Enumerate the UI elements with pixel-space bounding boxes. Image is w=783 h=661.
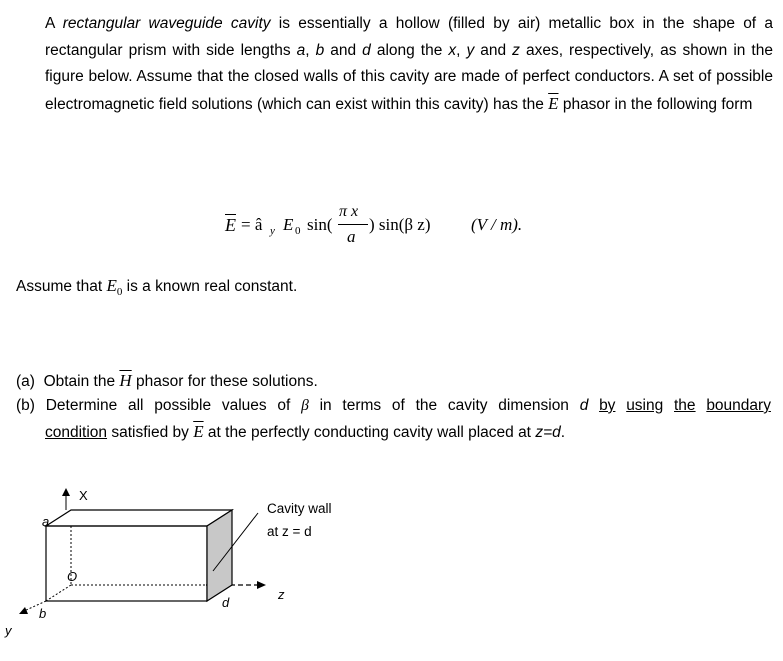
wall-label-line-1: Cavity wall — [267, 501, 332, 516]
origin-label: O — [67, 569, 78, 584]
question-a: (a) Obtain the $\overline{H}$ phasor for these solutions. — [16, 371, 318, 390]
e-vector-symbol: $\overline{E}$ — [548, 93, 559, 113]
term-cavity: rectangular waveguide cavity — [62, 15, 271, 32]
x-axis-label: X — [79, 488, 88, 503]
z-arrowhead — [257, 581, 266, 589]
h-vector-symbol: $\overline{H}$ — [119, 371, 132, 390]
d-label: d — [222, 595, 230, 610]
assumption-text: Assume that $E_0$ is a known real constant. — [16, 276, 298, 299]
x-arrowhead — [62, 488, 70, 496]
b-label: b — [39, 606, 47, 621]
cavity-diagram — [0, 470, 783, 656]
z-axis-label: z — [278, 587, 285, 602]
a-label: a — [42, 514, 50, 529]
cavity-wall-face — [207, 510, 232, 601]
question-b-line-1: (b) Determine all possible values of β in terms of the cavity dimension d by using the boundary — [16, 397, 771, 414]
wall-label-line-2: at z = d — [267, 524, 312, 539]
cavity-figure — [0, 470, 783, 661]
problem-intro: A rectangular waveguide cavity is essentially a hollow (filled by air) metallic box in the shape of a rectangular prism with side lengths a, b and d along the x, y and z axes, respectively, as shown in the figure below. Assume that the closed walls of this cavity are made of perfect conductors. A set of possible electromagnetic field solutions (which can exist within this cavity) has the $\overline{E}$ phasor in the following form — [45, 15, 773, 113]
question-b-line-2: condition satisfied by $\overline{E}$ at the perfectly conducting cavity wall placed at z=d. — [45, 422, 566, 441]
y-arrowhead — [19, 607, 28, 614]
y-axis-label: y — [5, 623, 12, 638]
field-equation: $\overline{E}$ = â y E 0 sin( π x a ) sin(β z) (V / m). — [225, 203, 523, 246]
